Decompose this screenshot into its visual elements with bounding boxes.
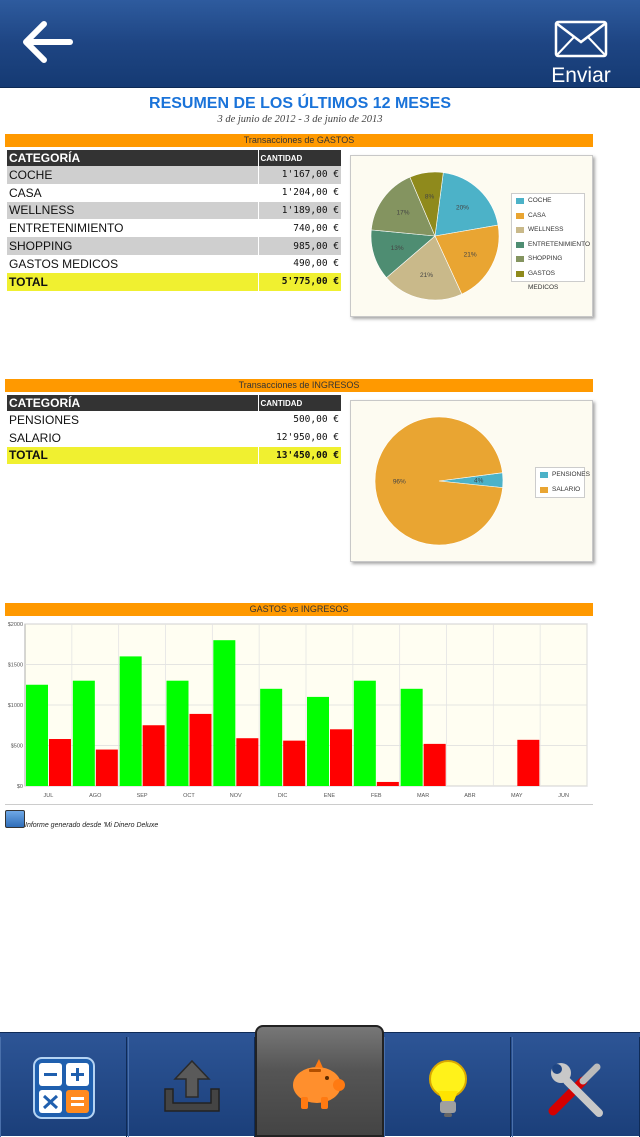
row-category: CASA [9,185,42,200]
legend-label: GASTOS MEDICOS [528,269,559,291]
legend-swatch [516,198,524,204]
row-category: GASTOS MEDICOS [9,256,119,271]
send-label: Enviar [551,64,611,87]
legend-label: SHOPPING [528,255,563,262]
send-button[interactable] [546,16,616,86]
legend-item [536,468,590,483]
x-tick-label: NOV [229,793,242,799]
legend-swatch [516,271,524,277]
bar-jul-green [26,685,48,786]
bar-nov-red [236,738,258,786]
bar-sep-green [120,656,142,786]
row-category: SHOPPING [7,237,258,255]
col-category-header: CATEGORÍA [7,150,258,166]
legend-item [512,267,584,291]
tab-settings[interactable] [512,1037,640,1137]
footer-text: Informe generado desde 'Mi Dinero Deluxe [25,822,159,829]
row-amount: 1'167,00 € [258,166,341,184]
bar-dic-green [260,689,282,786]
bar-ene-red [330,729,352,786]
table-row [7,255,341,273]
row-amount: 12'950,00 € [258,429,341,447]
legend-swatch [516,213,524,219]
pie-slice-label: 20% [455,204,469,212]
x-tick-label: DIC [277,793,288,799]
table-row [7,411,341,429]
legend-label: CASA [528,211,546,219]
row-category: ENTRETENIMIENTO [9,221,124,236]
bar-mar-green [401,689,423,786]
row-amount: 1'189,00 € [258,202,341,220]
bar-ago-green [73,681,95,786]
legend-item [512,209,584,224]
x-tick-label: SEP [136,793,148,799]
comparison-bar-chart [5,618,593,808]
row-category: COCHE [7,166,258,184]
total-row [7,447,341,465]
row-amount: 500,00 € [258,411,341,429]
table-row [7,429,341,447]
col-amount-header: CANTIDAD [258,395,341,411]
upload-icon [159,1055,225,1121]
tab-export[interactable] [128,1037,255,1137]
x-tick-label: FEB [370,793,382,799]
bar-may-red [517,740,539,786]
legend-label: PENSIONES [552,471,590,478]
legend-swatch [516,242,524,248]
gastos-section-header: Transacciones de GASTOS [5,134,593,147]
pie-slice-label: 4% [473,477,484,485]
report-title: RESUMEN DE LOS ÚLTIMOS 12 MESES [149,95,451,112]
row-amount: 985,00 € [258,237,341,255]
arrow-left-icon [18,18,74,66]
bar-ago-red [96,750,118,786]
x-tick-label: MAR [416,793,430,799]
bottom-tab-bar [0,1032,640,1136]
lightbulb-icon [415,1055,481,1121]
gastos-pie-svg [355,156,515,316]
table-row [7,166,341,184]
bar-mar-red [424,744,446,786]
x-tick-label: AGO [89,793,102,799]
app-logo-icon [5,810,25,828]
legend-label: WELLNESS [528,226,564,233]
bar-dic-red [283,741,305,786]
table-row [7,202,341,220]
top-bar [0,0,640,88]
y-tick-label: $2000 [7,622,23,628]
gastos-pie-legend [511,193,590,291]
legend-swatch [516,256,524,262]
total-label: TOTAL [7,447,258,465]
bar-nov-green [213,640,235,786]
pie-slice-label: 17% [396,209,410,217]
bar-feb-red [377,782,399,786]
back-button[interactable] [18,18,74,66]
bar-jul-red [49,739,71,786]
x-tick-label: OCT [183,793,195,799]
legend-label: SALARIO [552,485,581,493]
legend-swatch [540,487,548,493]
y-tick-label: $500 [10,743,23,750]
y-tick-label: $1500 [7,662,23,669]
ingresos-section-header: Transacciones de INGRESOS [5,379,593,392]
report [0,88,640,1033]
bar-oct-green [167,681,189,786]
piggy-bank-icon [285,1049,351,1115]
x-tick-label: ENE [323,793,336,799]
legend-item [512,223,584,238]
pie-slice-label: 21% [420,271,434,279]
gastos-pie-chart [350,155,593,317]
legend-item [512,252,584,267]
legend-swatch [516,227,524,233]
total-row [7,273,341,291]
total-label: TOTAL [7,273,258,291]
pie-slice-label: 21% [463,251,477,259]
y-tick-label: $0 [16,784,23,790]
ingresos-pie-chart [350,400,593,562]
pie-slice-label: 13% [390,244,404,252]
legend-item [536,483,584,498]
table-row [7,237,341,255]
row-amount: 740,00 € [258,219,341,237]
col-amount-header: CANTIDAD [258,150,341,166]
ingresos-table [7,395,341,464]
col-category-header: CATEGORÍA [7,395,258,411]
row-amount: 490,00 € [258,255,341,273]
x-tick-label: ABR [464,793,476,799]
bar-feb-green [354,681,376,786]
pie-slice-label: 8% [424,193,435,201]
envelope-icon [554,20,608,58]
legend-label: COCHE [528,197,552,204]
bar-sep-red [143,725,165,786]
row-category: SALARIO [9,430,62,445]
gastos-table [7,150,341,291]
bar-ene-green [307,697,329,786]
tab-calculator[interactable] [0,1037,127,1137]
bar-oct-red [190,714,212,786]
y-tick-label: $1000 [7,703,23,709]
ingresos-pie-legend [535,467,590,498]
x-tick-label: JUL [43,793,54,799]
tab-piggy-bank[interactable] [255,1025,384,1137]
bar-chart-svg [5,618,593,804]
x-tick-label: JUN [558,793,569,799]
row-category: PENSIONES [9,412,80,427]
tools-icon [543,1055,609,1121]
legend-item [512,238,590,253]
pie-slice-label: 96% [392,478,406,486]
tab-tips[interactable] [384,1037,511,1137]
comparison-section-header: GASTOS vs INGRESOS [5,603,593,616]
table-row [7,184,341,202]
ingresos-pie-svg [359,401,519,561]
row-amount: 1'204,00 € [258,184,341,202]
x-tick-label: MAY [510,793,523,799]
legend-swatch [540,472,548,478]
total-amount: 13'450,00 € [258,447,341,465]
row-category: WELLNESS [7,202,258,220]
calculator-icon [31,1055,97,1121]
legend-item [512,194,584,209]
divider [5,804,593,805]
report-date-range: 3 de junio de 2012 - 3 de junio de 2013 [217,114,383,125]
table-row [7,219,341,237]
total-amount: 5'775,00 € [258,273,341,291]
legend-label: ENTRETENIMIENTO [528,240,590,248]
